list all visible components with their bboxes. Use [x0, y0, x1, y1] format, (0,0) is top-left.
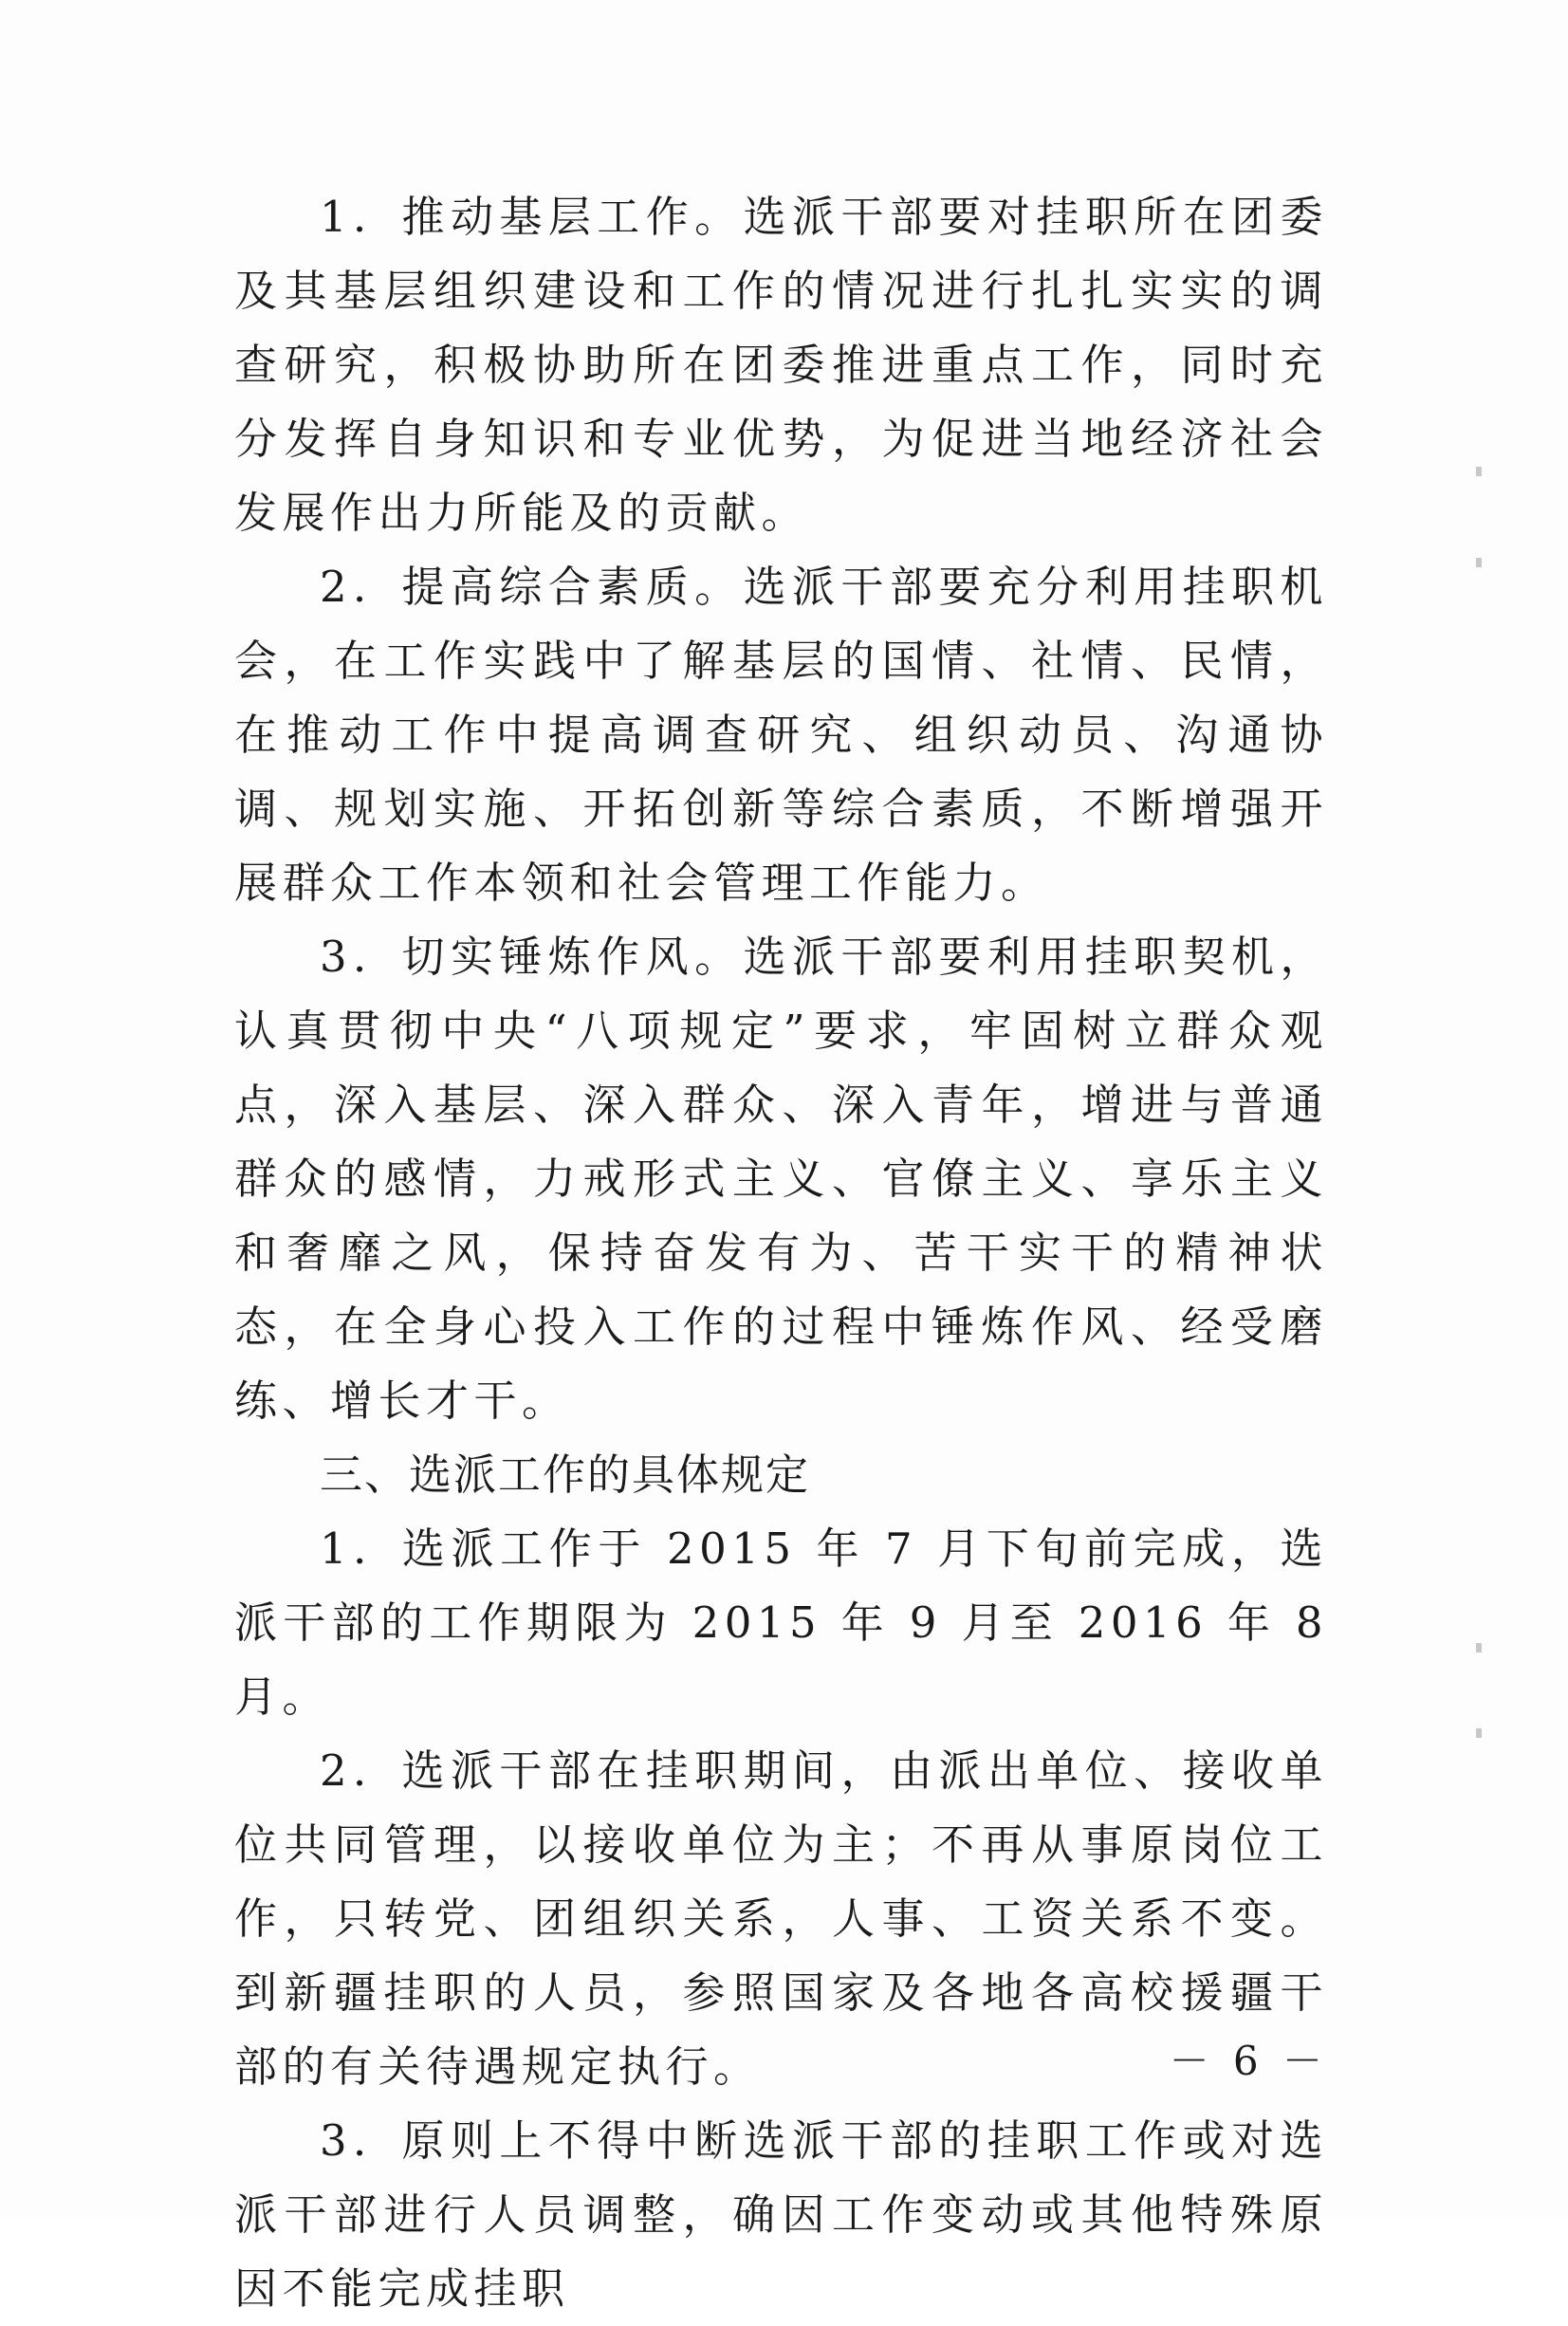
paragraph-improve-quality: 2．提高综合素质。选派干部要充分利用挂职机会，在工作实践中了解基层的国情、社情、民情，在推动工作中提高调查研究、组织动员、沟通协调、规划实施、开拓创新等综合素质，不断增强开展群众工作本领和社会管理工作能力。: [234, 562, 1328, 908]
paragraph-no-interruption: 3．原则上不得中断选派干部的挂职工作或对选派干部进行人员调整，确因工作变动或其他特殊原因不能完成挂职: [234, 2115, 1328, 2314]
document-body: [234, 180, 1328, 2326]
paragraph-selection-timeline: 1．选派工作于 2015 年 7 月下旬前完成，选派干部的工作期限为 2015 年 9 月至 2016 年 8 月。: [234, 1523, 1328, 1722]
page-number: － 6 －: [1169, 2038, 1328, 2084]
scan-artifact-mark: [1476, 467, 1482, 476]
paragraph-temper-style: 3．切实锤炼作风。选派干部要利用挂职契机，认真贯彻中央“八项规定”要求，牢固树立群众观点，深入基层、深入群众、深入青年，增进与普通群众的感情，力戒形式主义、官僚主义、享乐主义和奢靡之风，保持奋发有为、苦干实干的精神状态，在全身心投入工作的过程中锤炼作风、经受磨练、增长才干。: [234, 932, 1328, 1426]
paragraph-promote-grassroots-work: 1．推动基层工作。选派干部要对挂职所在团委及其基层组织建设和工作的情况进行扎扎实实的调查研究，积极协助所在团委推进重点工作，同时充分发挥自身知识和专业优势，为促进当地经济社会发展作出力所能及的贡献。: [234, 192, 1328, 538]
scan-artifact-mark: [1476, 1643, 1482, 1652]
scan-artifact-mark: [1476, 558, 1482, 567]
section-heading: 三、选派工作的具体规定: [320, 1449, 811, 1500]
scan-artifact-mark: [1476, 1728, 1482, 1738]
paragraph-management: 2．选派干部在挂职期间，由派出单位、接收单位共同管理，以接收单位为主；不再从事原岗位工作，只转党、团组织关系，人事、工资关系不变。到新疆挂职的人员，参照国家及各地各高校援疆干部的有关待遇规定执行。: [234, 1745, 1328, 2092]
